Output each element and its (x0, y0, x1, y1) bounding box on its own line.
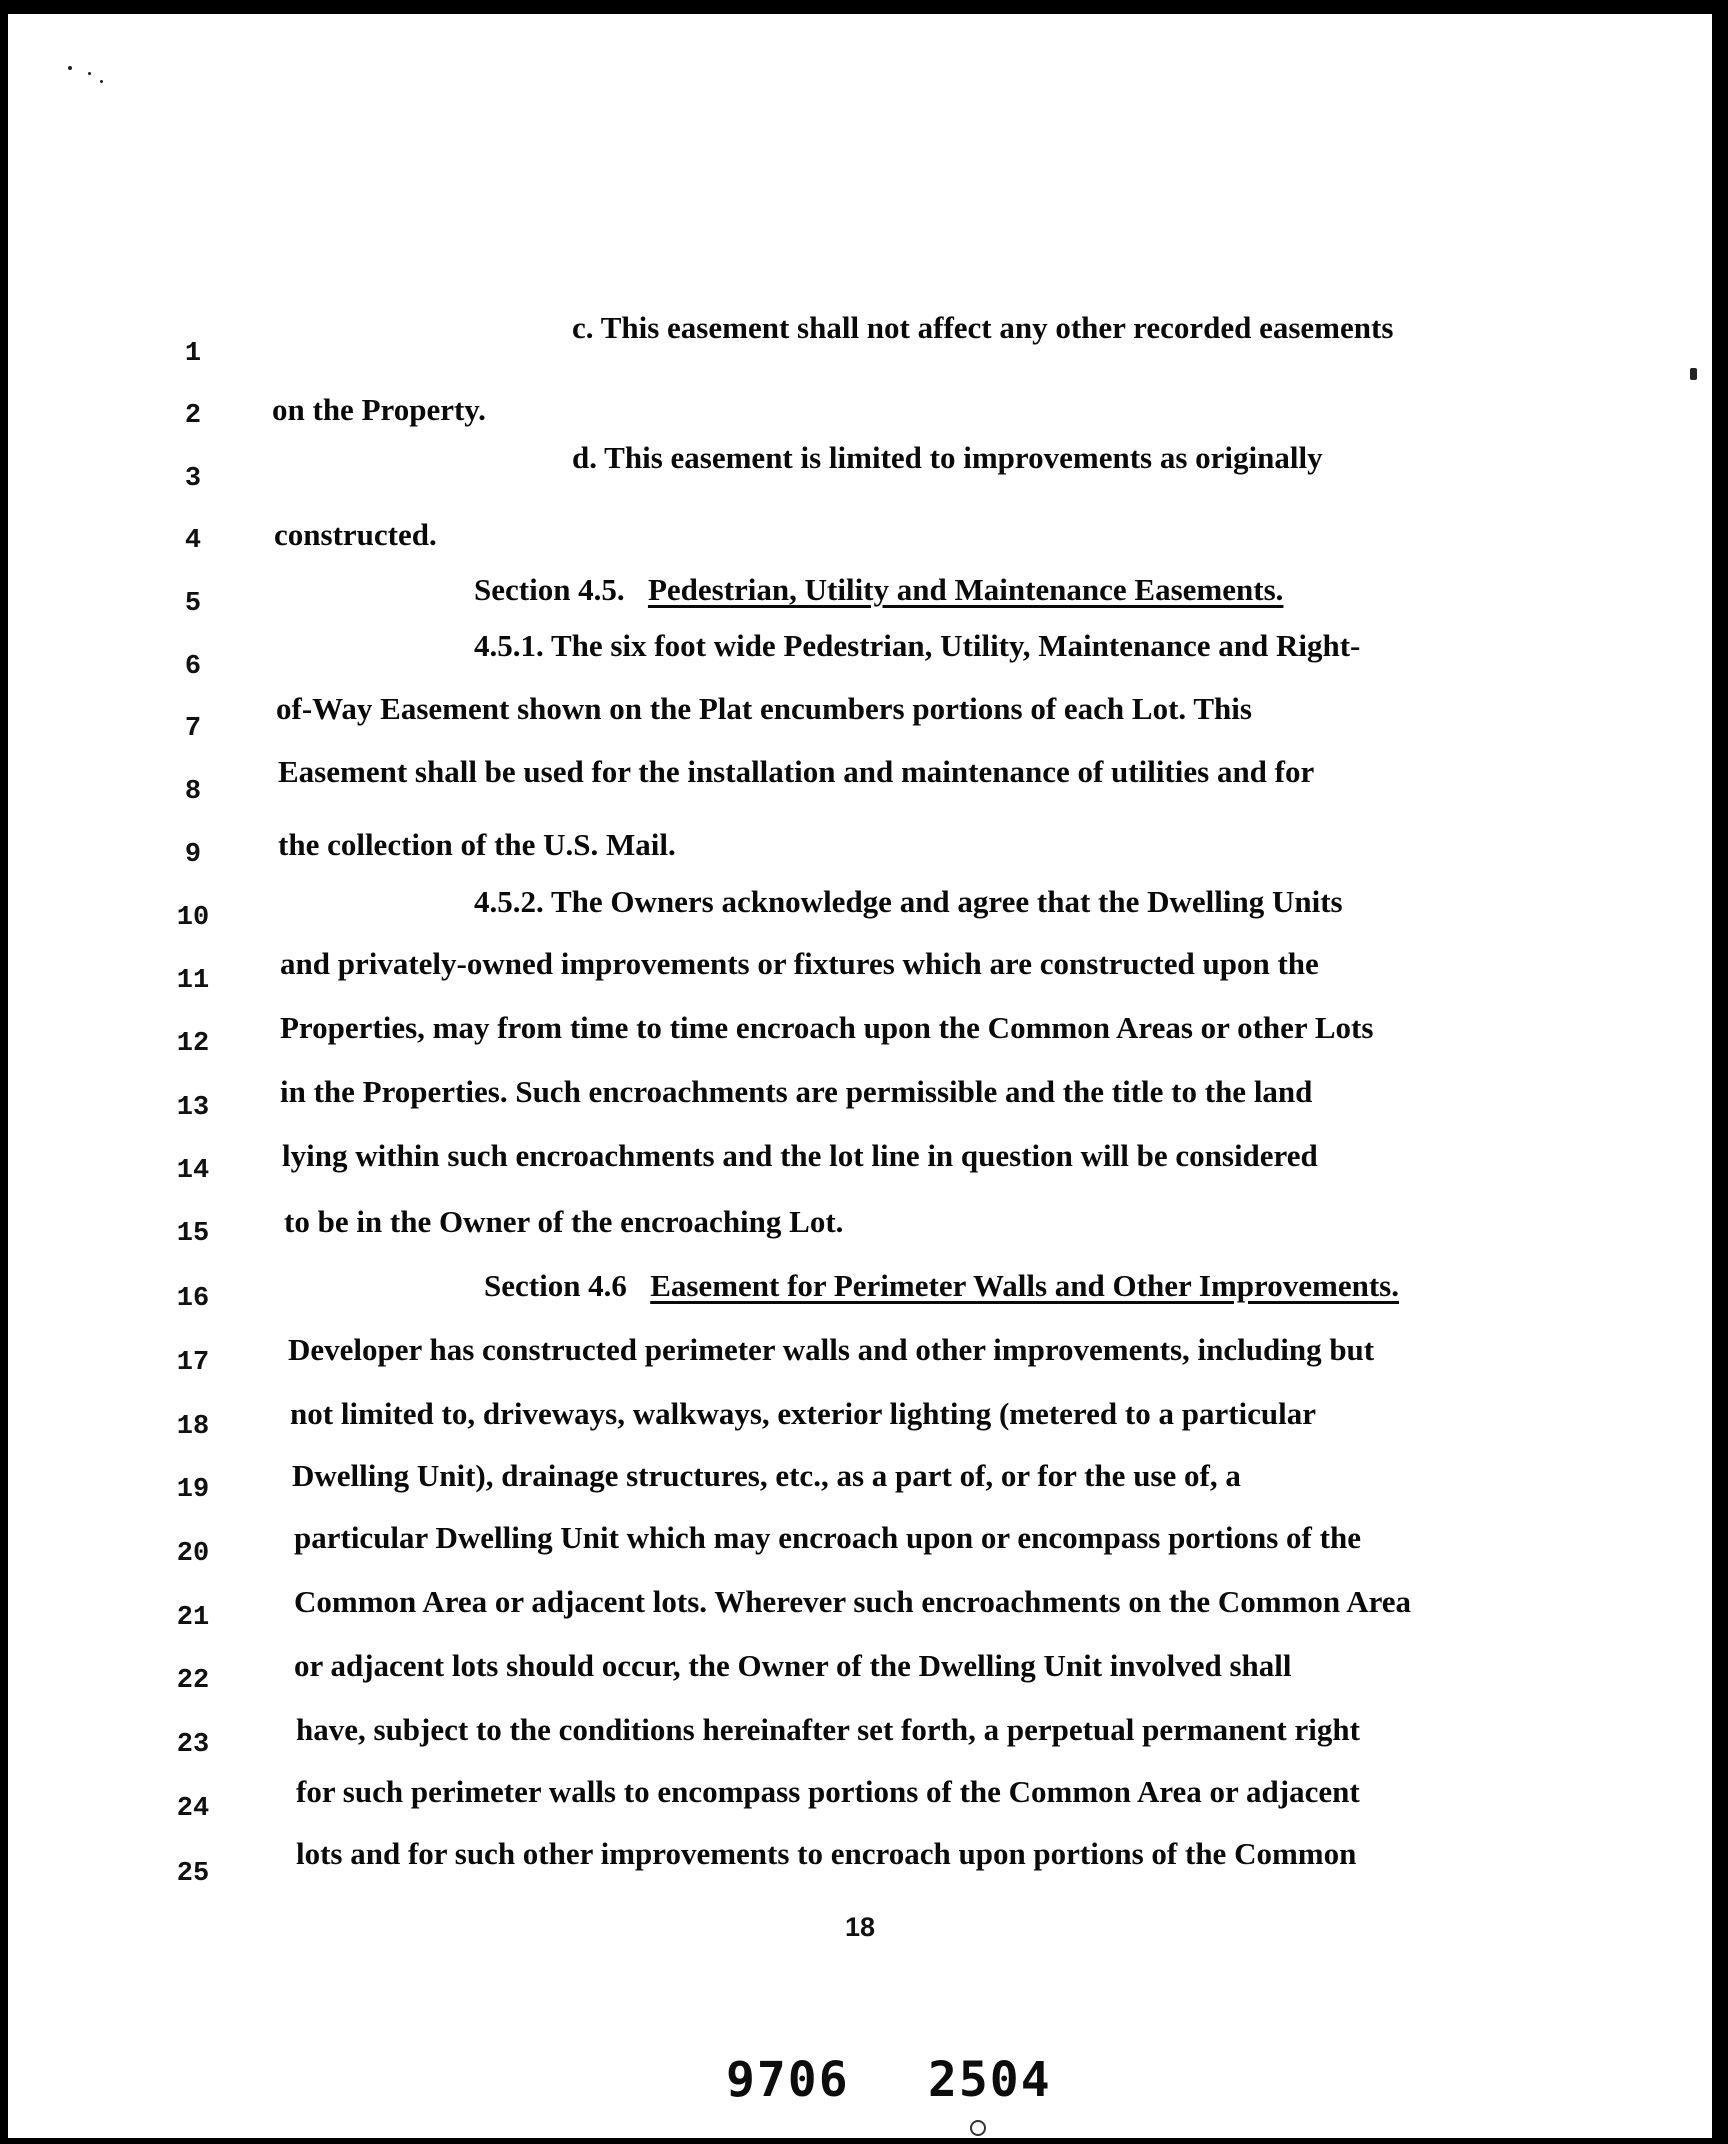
line-number: 15 (176, 1219, 210, 1249)
line-number: 3 (184, 464, 202, 494)
page-number: 18 (844, 1912, 876, 1942)
text-line: Developer has constructed perimeter walls and other improvements, including but (288, 1332, 1375, 1367)
recording-stamp-book: 9706 (726, 2052, 850, 2108)
scan-speck (970, 2120, 986, 2136)
text-line: of-Way Easement shown on the Plat encumbers portions of each Lot. This (276, 691, 1252, 726)
line-number: 25 (176, 1859, 210, 1889)
text-line: or adjacent lots should occur, the Owner of the Dwelling Unit involved shall (294, 1648, 1292, 1683)
text-line: have, subject to the conditions hereinafter set forth, a perpetual permanent right (296, 1712, 1360, 1747)
line-number: 8 (184, 777, 202, 807)
text-line: to be in the Owner of the encroaching Lot. (284, 1204, 844, 1239)
line-number: 20 (176, 1539, 210, 1569)
text-line: 4.5.2. The Owners acknowledge and agree that the Dwelling Units (474, 884, 1343, 919)
scan-speck (88, 72, 91, 75)
text-line: Common Area or adjacent lots. Wherever such encroachments on the Common Area (294, 1584, 1412, 1619)
line-number: 19 (176, 1475, 210, 1505)
line-number: 7 (184, 714, 202, 744)
text-line: d. This easement is limited to improvements as originally (572, 440, 1323, 475)
text-line: lots and for such other improvements to encroach upon portions of the Common (296, 1836, 1357, 1871)
section-label: Section 4.6 (484, 1268, 627, 1303)
line-number: 1 (184, 339, 202, 369)
line-number: 21 (176, 1603, 210, 1633)
line-number: 17 (176, 1348, 210, 1378)
line-number: 10 (176, 903, 210, 933)
section-heading (474, 574, 1283, 605)
line-number: 22 (176, 1666, 210, 1696)
line-number: 24 (176, 1794, 210, 1824)
scan-speck (100, 80, 103, 83)
text-line: 4.5.1. The six foot wide Pedestrian, Utility, Maintenance and Right- (474, 628, 1361, 663)
text-line: not limited to, driveways, walkways, exterior lighting (metered to a particular (290, 1396, 1317, 1431)
section-heading (484, 1270, 1399, 1301)
section-title: Pedestrian, Utility and Maintenance Easements. (647, 572, 1284, 607)
line-number: 9 (184, 840, 202, 870)
text-line: and privately-owned improvements or fixtures which are constructed upon the (280, 946, 1319, 981)
text-line: constructed. (274, 517, 437, 552)
document-page (8, 14, 1712, 2138)
recording-stamp-page: 2504 (928, 2052, 1052, 2108)
text-line: Easement shall be used for the installation and maintenance of utilities and for (278, 754, 1315, 789)
text-line: the collection of the U.S. Mail. (278, 827, 676, 862)
text-line: Dwelling Unit), drainage structures, etc., as a part of, or for the use of, a (292, 1458, 1241, 1493)
line-number: 2 (184, 401, 202, 431)
line-number: 23 (176, 1730, 210, 1760)
text-line: for such perimeter walls to encompass portions of the Common Area or adjacent (296, 1774, 1360, 1809)
line-number: 5 (184, 589, 202, 619)
line-number: 12 (176, 1029, 210, 1059)
text-line: in the Properties. Such encroachments are permissible and the title to the land (280, 1074, 1313, 1109)
line-number: 18 (176, 1412, 210, 1442)
line-number: 6 (184, 652, 202, 682)
scan-speck (1690, 368, 1697, 380)
line-number: 14 (176, 1156, 210, 1186)
line-number: 11 (176, 966, 210, 996)
scan-speck (68, 66, 72, 70)
text-line: particular Dwelling Unit which may encroach upon or encompass portions of the (294, 1520, 1361, 1555)
line-number: 4 (184, 526, 202, 556)
text-line: lying within such encroachments and the lot line in question will be considered (282, 1138, 1318, 1173)
text-line: Properties, may from time to time encroach upon the Common Areas or other Lots (280, 1010, 1374, 1045)
section-label: Section 4.5. (474, 572, 625, 607)
line-number: 16 (176, 1284, 210, 1314)
section-title: Easement for Perimeter Walls and Other Improvements. (650, 1268, 1399, 1303)
line-number: 13 (176, 1093, 210, 1123)
text-line: c. This easement shall not affect any other recorded easements (572, 310, 1394, 345)
text-line: on the Property. (272, 392, 486, 427)
